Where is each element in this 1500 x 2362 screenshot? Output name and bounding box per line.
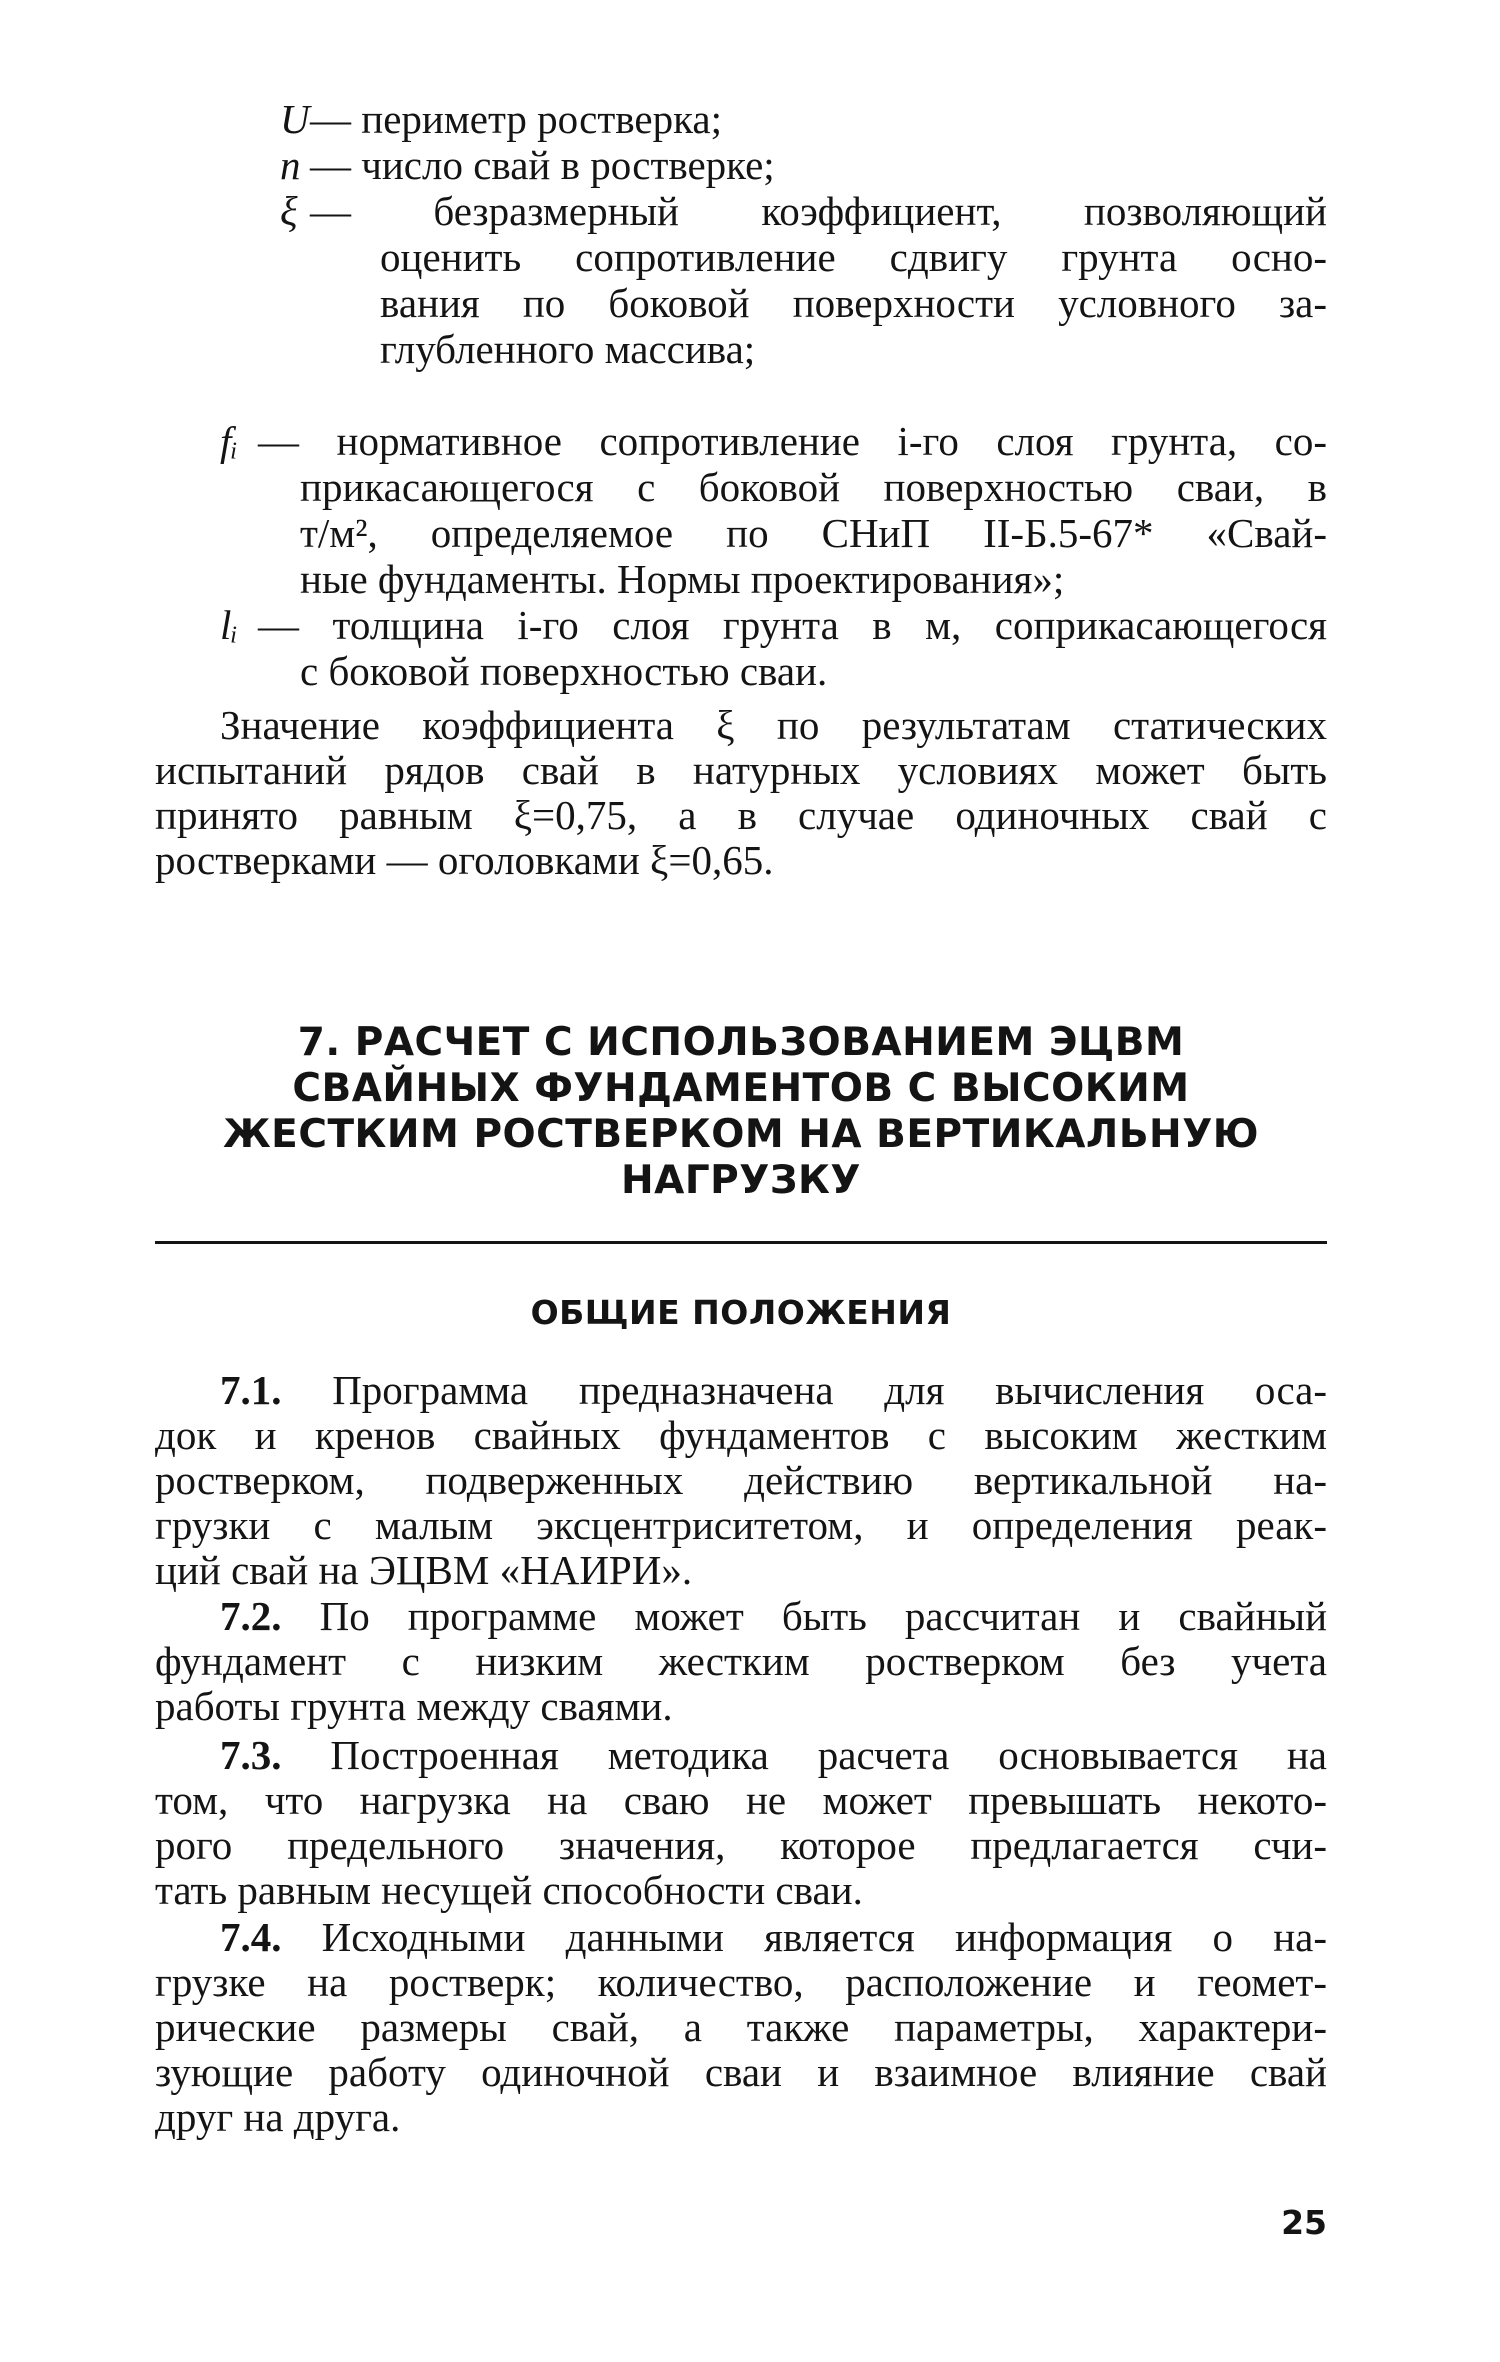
heading-line: ЖЕСТКИМ РОСТВЕРКОМ НА ВЕРТИКАЛЬНУЮ — [222, 1112, 1260, 1157]
definition-line: вания по боковой поверхности условного за- — [380, 280, 1327, 326]
definition-symbol: fᵢ — [220, 418, 238, 464]
page-number: 25 — [1281, 2203, 1327, 2242]
clause-line: грузки с малым эксцентриситетом, и определения реак- — [155, 1502, 1327, 1548]
section-divider — [155, 1241, 1327, 1244]
definition-xi — [280, 188, 1327, 372]
clause-text: Исходными данными является информация о на- — [321, 1914, 1328, 1960]
definition-symbol: ξ — [280, 188, 298, 234]
paragraph-line: испытаний рядов свай в натурных условиях может быть — [155, 747, 1327, 793]
clause-line: тать равным несущей способности сваи. — [155, 1867, 863, 1913]
definition-line: т/м², определяемое по СНиП II-Б.5-67* «Свай- — [300, 510, 1327, 556]
clause-line: рические размеры свай, а также параметры, характери- — [155, 2004, 1327, 2050]
heading-line: 7. РАСЧЕТ С ИСПОЛЬЗОВАНИЕМ ЭЦВМ — [297, 1020, 1185, 1065]
paragraph-line: принято равным ξ=0,75, а в случае одиночных свай с — [155, 792, 1327, 838]
heading-line: СВАЙНЫХ ФУНДАМЕНТОВ С ВЫСОКИМ — [292, 1066, 1190, 1111]
clause-first-line — [155, 1594, 1327, 1639]
definition-n — [280, 142, 1327, 188]
definition-line: прикасающегося с боковой поверхностью сваи, в — [300, 464, 1327, 510]
clause-line: ростверком, подверженных действию вертикальной на- — [155, 1457, 1327, 1503]
clause-first-line — [155, 1368, 1327, 1413]
section-heading — [155, 1020, 1327, 1204]
clause-7-2 — [155, 1594, 1327, 1729]
clause-line: зующие работу одиночной сваи и взаимное влияние свай — [155, 2049, 1327, 2095]
definition-line: оценить сопротивление сдвигу грунта осно- — [380, 234, 1327, 280]
intro-paragraph — [155, 703, 1327, 883]
definition-fi — [220, 418, 1327, 602]
clause-7-4 — [155, 1915, 1327, 2140]
paragraph-line: Значение коэффициента ξ по результатам статических — [220, 702, 1327, 748]
definition-li — [220, 602, 1327, 694]
clause-number: 7.4. — [220, 1914, 282, 1960]
clause-line: фундамент с низким жестким ростверком без учета — [155, 1638, 1327, 1684]
clause-number: 7.3. — [220, 1732, 282, 1778]
clause-7-3 — [155, 1733, 1327, 1913]
subheading: ОБЩИЕ ПОЛОЖЕНИЯ — [530, 1293, 952, 1332]
clause-text: По программе может быть рассчитан и свайный — [319, 1593, 1328, 1639]
clause-line: рого предельного значения, которое предлагается счи- — [155, 1822, 1327, 1868]
clause-first-line — [155, 1915, 1327, 1960]
definition-u — [280, 96, 1327, 142]
clause-text: Построенная методика расчета основывается на — [330, 1732, 1328, 1778]
definition-line: глубленного массива; — [380, 326, 756, 372]
clause-7-1 — [155, 1368, 1327, 1593]
definition-line: — нормативное сопротивление i-го слоя грунта, со- — [258, 418, 1327, 464]
clause-line: ций свай на ЭЦВМ «НАИРИ». — [155, 1547, 693, 1593]
definition-line: — безразмерный коэффициент, позволяющий — [310, 188, 1327, 234]
paragraph-line: ростверками — оголовками ξ=0,65. — [155, 837, 774, 883]
heading-line: НАГРУЗКУ — [621, 1158, 861, 1203]
clause-line: работы грунта между сваями. — [155, 1683, 673, 1729]
clause-first-line — [155, 1733, 1327, 1778]
definition-line: ные фундаменты. Нормы проектирования»; — [300, 556, 1065, 602]
clause-line: друг на друга. — [155, 2094, 401, 2140]
definition-line: — периметр ростверка; — [310, 96, 722, 142]
clause-text: Программа предназначена для вычисления оса- — [332, 1367, 1327, 1413]
definition-symbol: lᵢ — [220, 602, 238, 648]
clause-number: 7.1. — [220, 1367, 282, 1413]
clause-number: 7.2. — [220, 1593, 282, 1639]
definition-line: — толщина i-го слоя грунта в м, соприкасающегося — [258, 602, 1327, 648]
definition-line: — число свай в ростверке; — [310, 142, 775, 188]
clause-line: том, что нагрузка на сваю не может превышать некото- — [155, 1777, 1327, 1823]
clause-line: док и кренов свайных фундаментов с высоким жестким — [155, 1412, 1327, 1458]
clause-line: грузке на ростверк; количество, расположение и геомет- — [155, 1959, 1327, 2005]
definition-symbol: n — [280, 142, 301, 188]
definition-symbol: U — [280, 96, 310, 142]
definition-line: с боковой поверхностью сваи. — [300, 648, 828, 694]
